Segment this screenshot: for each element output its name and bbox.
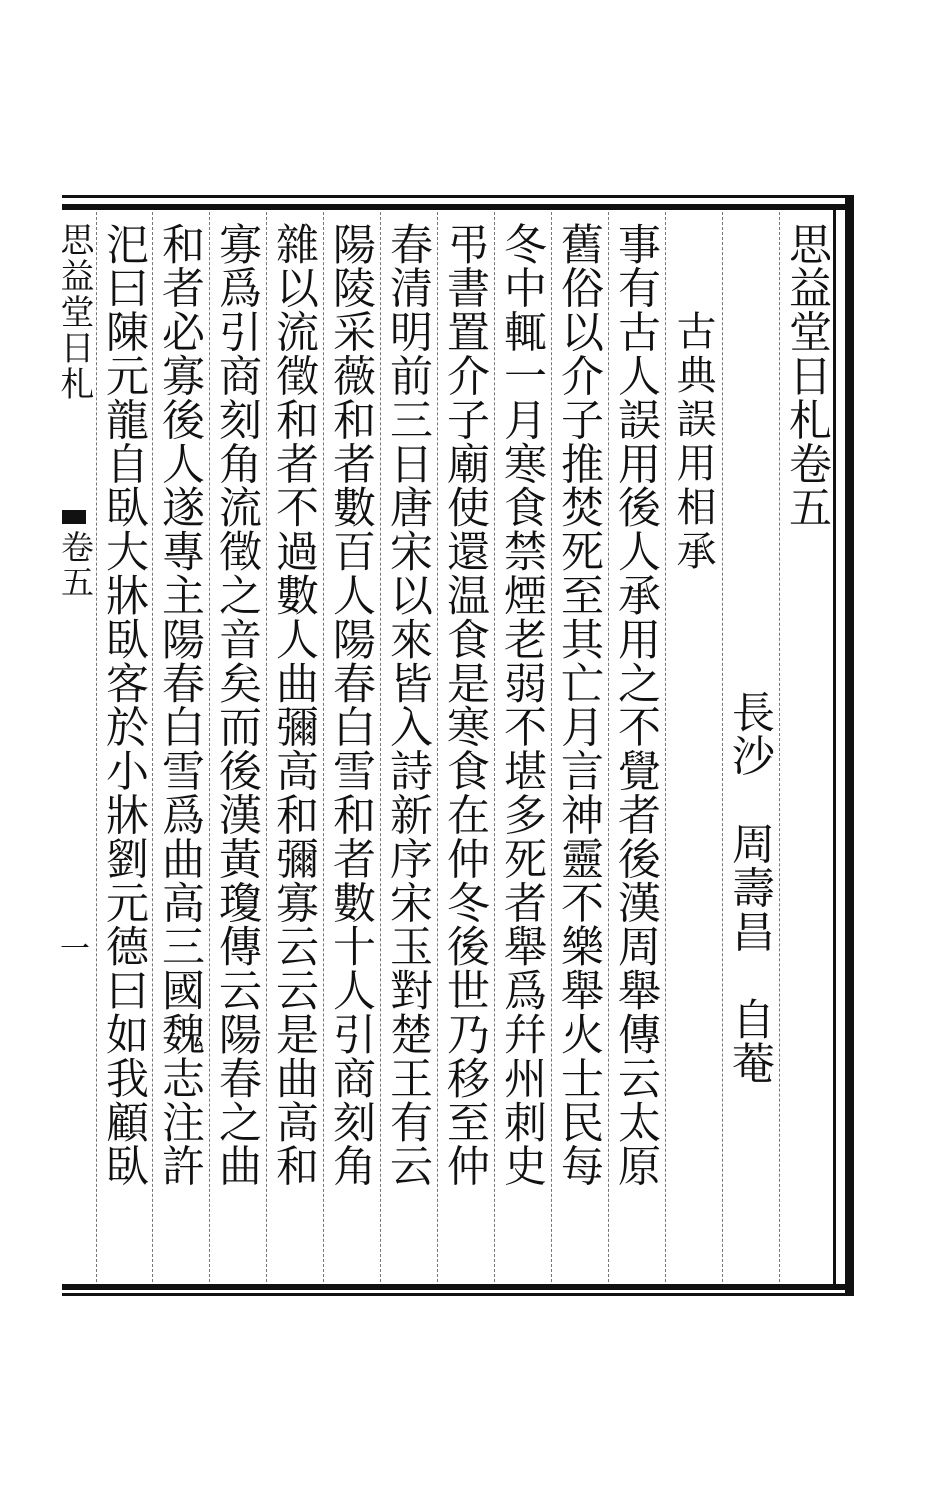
column-rule [266, 212, 267, 1282]
margin-juan-label: 卷五 [56, 530, 95, 600]
column-rule [323, 212, 324, 1282]
column-rule [152, 212, 153, 1282]
frame-top-thick-line [62, 204, 854, 210]
frame-right-thick-line [845, 195, 854, 1296]
chapter-title: 思益堂日札卷五 [782, 222, 832, 530]
frame-bottom-thick-line [62, 1284, 854, 1290]
column-rule [779, 212, 780, 1282]
column-rule [494, 212, 495, 1282]
column-rule [665, 212, 666, 1282]
margin-page-number: 一 [60, 932, 90, 967]
body-text-column: 汜曰陳元龍自臥大牀臥客於小牀劉元德曰如我顧臥 [99, 222, 149, 1188]
body-text-column: 弔書置介子廟使還温食是寒食在仲冬後世乃移至仲 [440, 222, 490, 1188]
body-text-column: 寡爲引商刻角流徵之音矣而後漢黃瓊傳云陽春之曲 [212, 222, 262, 1188]
body-text-column: 雜以流徵和者不過數人曲彌高和彌寡云云是曲高和 [269, 222, 319, 1188]
column-rule [608, 212, 609, 1282]
body-text-column: 舊俗以介子推焚死至其亡月言神靈不樂舉火士民每 [554, 222, 604, 1188]
column-rule [437, 212, 438, 1282]
column-rule [380, 212, 381, 1282]
body-text-column: 陽陵采薇和者數百人陽春白雪和者數十人引商刻角 [326, 222, 376, 1188]
frame-top-thin-line [62, 195, 854, 198]
body-text-column: 冬中輒一月寒食禁煙老弱不堪多死者舉爲幷州刺史 [497, 222, 547, 1188]
author-line: 長沙 周壽昌 自菴 [725, 690, 775, 1086]
body-text-column: 事有古人誤用後人承用之不覺者後漢周舉傳云太原 [611, 222, 661, 1188]
column-rule [722, 212, 723, 1282]
body-text-column: 和者必寡後人遂專主陽春白雪爲曲高三國魏志注許 [155, 222, 205, 1188]
frame-right-thin-line [833, 210, 836, 1284]
column-rule [209, 212, 210, 1282]
section-title: 古典誤用相承 [670, 310, 716, 574]
body-text-column: 春清明前三日唐宋以來皆入詩新序宋玉對楚王有云 [383, 222, 433, 1188]
column-rule [551, 212, 552, 1282]
column-rule [96, 212, 97, 1282]
frame-bottom-thin-line [62, 1293, 854, 1296]
fishtail-mark [62, 510, 86, 524]
margin-book-title: 思益堂日札 [54, 222, 94, 402]
